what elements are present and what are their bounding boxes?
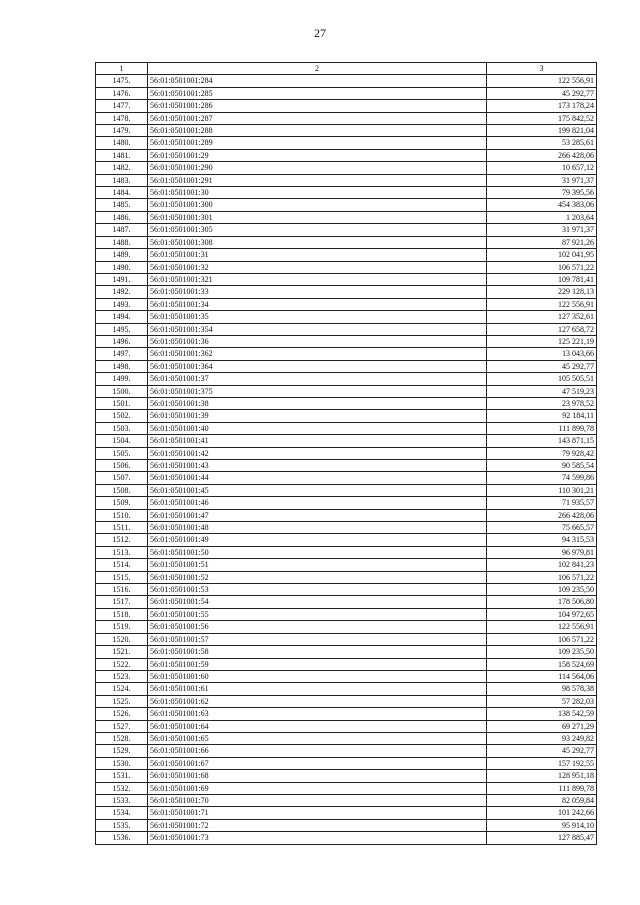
row-index: 1475. <box>96 75 148 87</box>
cadastral-value: 109 235,50 <box>487 646 597 658</box>
table-row <box>96 832 597 844</box>
row-index: 1481. <box>96 149 148 161</box>
cadastral-number: 56:01:0501001:286 <box>148 100 487 112</box>
row-index: 1488. <box>96 236 148 248</box>
cadastral-value: 122 556,91 <box>487 621 597 633</box>
cadastral-value: 110 301,21 <box>487 484 597 496</box>
cadastral-value: 125 221,19 <box>487 335 597 347</box>
cadastral-number: 56:01:0501001:42 <box>148 447 487 459</box>
cadastral-value: 122 556,91 <box>487 75 597 87</box>
cadastral-value: 266 428,06 <box>487 509 597 521</box>
row-index: 1493. <box>96 298 148 310</box>
row-index: 1491. <box>96 273 148 285</box>
cadastral-number: 56:01:0501001:364 <box>148 360 487 372</box>
table-row <box>96 323 597 335</box>
cadastral-number: 56:01:0501001:72 <box>148 819 487 831</box>
cadastral-value: 109 781,41 <box>487 273 597 285</box>
row-index: 1530. <box>96 757 148 769</box>
cadastral-number: 56:01:0501001:64 <box>148 720 487 732</box>
cadastral-value: 87 921,26 <box>487 236 597 248</box>
cadastral-value: 106 571,22 <box>487 571 597 583</box>
table-row <box>96 472 597 484</box>
cadastral-value: 127 885,47 <box>487 832 597 844</box>
cadastral-number: 56:01:0501001:33 <box>148 286 487 298</box>
cadastral-number: 56:01:0501001:59 <box>148 658 487 670</box>
cadastral-value: 111 899,78 <box>487 422 597 434</box>
cadastral-number: 56:01:0501001:45 <box>148 484 487 496</box>
cadastral-number: 56:01:0501001:69 <box>148 782 487 794</box>
header-row <box>96 63 597 75</box>
cadastral-value: 57 282,03 <box>487 695 597 707</box>
table-row <box>96 732 597 744</box>
cadastral-value: 10 657,12 <box>487 162 597 174</box>
cadastral-value: 199 821,04 <box>487 125 597 137</box>
cadastral-value: 157 192,55 <box>487 757 597 769</box>
row-index: 1477. <box>96 100 148 112</box>
row-index: 1532. <box>96 782 148 794</box>
table-header <box>96 63 597 75</box>
cadastral-value: 127 658,72 <box>487 323 597 335</box>
row-index: 1496. <box>96 335 148 347</box>
cadastral-number: 56:01:0501001:46 <box>148 497 487 509</box>
table-row <box>96 807 597 819</box>
row-index: 1486. <box>96 211 148 223</box>
row-index: 1534. <box>96 807 148 819</box>
table-row <box>96 385 597 397</box>
row-index: 1531. <box>96 770 148 782</box>
table-row <box>96 794 597 806</box>
cadastral-number: 56:01:0501001:291 <box>148 174 487 186</box>
row-index: 1476. <box>96 87 148 99</box>
row-index: 1512. <box>96 534 148 546</box>
cadastral-value: 128 951,18 <box>487 770 597 782</box>
column-header-value: 3 <box>487 63 597 75</box>
table-row <box>96 633 597 645</box>
cadastral-number: 56:01:0501001:65 <box>148 732 487 744</box>
cadastral-value: 1 203,64 <box>487 211 597 223</box>
table-row <box>96 335 597 347</box>
cadastral-number: 56:01:0501001:290 <box>148 162 487 174</box>
cadastral-value: 69 271,29 <box>487 720 597 732</box>
cadastral-value: 104 972,65 <box>487 608 597 620</box>
row-index: 1487. <box>96 224 148 236</box>
cadastral-number: 56:01:0501001:40 <box>148 422 487 434</box>
cadastral-number: 56:01:0501001:71 <box>148 807 487 819</box>
table-row <box>96 708 597 720</box>
table-row <box>96 199 597 211</box>
cadastral-number: 56:01:0501001:70 <box>148 794 487 806</box>
row-index: 1505. <box>96 447 148 459</box>
row-index: 1492. <box>96 286 148 298</box>
row-index: 1500. <box>96 385 148 397</box>
table-row <box>96 460 597 472</box>
table-row <box>96 397 597 409</box>
cadastral-number: 56:01:0501001:61 <box>148 683 487 695</box>
cadastral-value-table <box>95 62 597 845</box>
row-index: 1497. <box>96 348 148 360</box>
cadastral-value: 106 571,22 <box>487 633 597 645</box>
cadastral-number: 56:01:0501001:301 <box>148 211 487 223</box>
cadastral-value: 266 428,06 <box>487 149 597 161</box>
table-row <box>96 435 597 447</box>
row-index: 1503. <box>96 422 148 434</box>
row-index: 1521. <box>96 646 148 658</box>
cadastral-value: 178 506,80 <box>487 596 597 608</box>
row-index: 1501. <box>96 397 148 409</box>
table-row <box>96 112 597 124</box>
cadastral-number: 56:01:0501001:60 <box>148 670 487 682</box>
cadastral-value: 106 571,22 <box>487 261 597 273</box>
cadastral-number: 56:01:0501001:62 <box>148 695 487 707</box>
cadastral-value: 158 524,69 <box>487 658 597 670</box>
cadastral-number: 56:01:0501001:58 <box>148 646 487 658</box>
cadastral-value: 114 564,06 <box>487 670 597 682</box>
table-row <box>96 360 597 372</box>
cadastral-number: 56:01:0501001:68 <box>148 770 487 782</box>
table-row <box>96 683 597 695</box>
table-row <box>96 646 597 658</box>
row-index: 1479. <box>96 125 148 137</box>
row-index: 1513. <box>96 546 148 558</box>
cadastral-value: 31 971,37 <box>487 224 597 236</box>
cadastral-number: 56:01:0501001:67 <box>148 757 487 769</box>
table-row <box>96 311 597 323</box>
cadastral-number: 56:01:0501001:29 <box>148 149 487 161</box>
table-row <box>96 819 597 831</box>
cadastral-value: 143 871,15 <box>487 435 597 447</box>
table-row <box>96 174 597 186</box>
cadastral-number: 56:01:0501001:73 <box>148 832 487 844</box>
cadastral-value: 45 292,77 <box>487 745 597 757</box>
cadastral-value: 82 059,84 <box>487 794 597 806</box>
row-index: 1515. <box>96 571 148 583</box>
table-row <box>96 211 597 223</box>
cadastral-value: 45 292,77 <box>487 87 597 99</box>
row-index: 1529. <box>96 745 148 757</box>
table-row <box>96 782 597 794</box>
cadastral-number: 56:01:0501001:354 <box>148 323 487 335</box>
cadastral-number: 56:01:0501001:288 <box>148 125 487 137</box>
table-row <box>96 298 597 310</box>
row-index: 1482. <box>96 162 148 174</box>
table-row <box>96 559 597 571</box>
row-index: 1519. <box>96 621 148 633</box>
row-index: 1516. <box>96 584 148 596</box>
table-row <box>96 422 597 434</box>
cadastral-value: 98 578,38 <box>487 683 597 695</box>
cadastral-number: 56:01:0501001:57 <box>148 633 487 645</box>
table-row <box>96 373 597 385</box>
row-index: 1525. <box>96 695 148 707</box>
row-index: 1527. <box>96 720 148 732</box>
row-index: 1502. <box>96 410 148 422</box>
cadastral-number: 56:01:0501001:305 <box>148 224 487 236</box>
row-index: 1504. <box>96 435 148 447</box>
cadastral-value: 138 542,59 <box>487 708 597 720</box>
cadastral-value: 92 184,11 <box>487 410 597 422</box>
table-row <box>96 261 597 273</box>
row-index: 1524. <box>96 683 148 695</box>
table-row <box>96 484 597 496</box>
row-index: 1494. <box>96 311 148 323</box>
table-row <box>96 75 597 87</box>
row-index: 1495. <box>96 323 148 335</box>
cadastral-value: 454 383,06 <box>487 199 597 211</box>
row-index: 1484. <box>96 187 148 199</box>
cadastral-number: 56:01:0501001:375 <box>148 385 487 397</box>
cadastral-number: 56:01:0501001:52 <box>148 571 487 583</box>
table-row <box>96 273 597 285</box>
cadastral-value: 109 235,50 <box>487 584 597 596</box>
cadastral-value: 45 292,77 <box>487 360 597 372</box>
row-index: 1514. <box>96 559 148 571</box>
table-row <box>96 534 597 546</box>
cadastral-number: 56:01:0501001:66 <box>148 745 487 757</box>
cadastral-number: 56:01:0501001:55 <box>148 608 487 620</box>
table-row <box>96 497 597 509</box>
cadastral-number: 56:01:0501001:36 <box>148 335 487 347</box>
table-row <box>96 249 597 261</box>
cadastral-number: 56:01:0501001:362 <box>148 348 487 360</box>
cadastral-value: 94 315,53 <box>487 534 597 546</box>
row-index: 1522. <box>96 658 148 670</box>
cadastral-value: 175 842,52 <box>487 112 597 124</box>
row-index: 1498. <box>96 360 148 372</box>
cadastral-number: 56:01:0501001:51 <box>148 559 487 571</box>
cadastral-number: 56:01:0501001:41 <box>148 435 487 447</box>
cadastral-value: 102 841,23 <box>487 559 597 571</box>
row-index: 1483. <box>96 174 148 186</box>
cadastral-number: 56:01:0501001:32 <box>148 261 487 273</box>
column-header-index: 1 <box>96 63 148 75</box>
table-row <box>96 187 597 199</box>
row-index: 1510. <box>96 509 148 521</box>
row-index: 1507. <box>96 472 148 484</box>
cadastral-value: 53 285,61 <box>487 137 597 149</box>
row-index: 1526. <box>96 708 148 720</box>
table-row <box>96 410 597 422</box>
cadastral-number: 56:01:0501001:44 <box>148 472 487 484</box>
cadastral-value: 79 395,56 <box>487 187 597 199</box>
cadastral-value: 173 178,24 <box>487 100 597 112</box>
cadastral-number: 56:01:0501001:285 <box>148 87 487 99</box>
row-index: 1536. <box>96 832 148 844</box>
cadastral-number: 56:01:0501001:53 <box>148 584 487 596</box>
cadastral-number: 56:01:0501001:287 <box>148 112 487 124</box>
table-row <box>96 149 597 161</box>
cadastral-number: 56:01:0501001:30 <box>148 187 487 199</box>
cadastral-value: 111 899,78 <box>487 782 597 794</box>
row-index: 1518. <box>96 608 148 620</box>
cadastral-number: 56:01:0501001:34 <box>148 298 487 310</box>
table-row <box>96 87 597 99</box>
table-row <box>96 670 597 682</box>
cadastral-value: 229 128,13 <box>487 286 597 298</box>
cadastral-value: 105 505,51 <box>487 373 597 385</box>
table-row <box>96 137 597 149</box>
table-row <box>96 286 597 298</box>
cadastral-value: 93 249,82 <box>487 732 597 744</box>
row-index: 1533. <box>96 794 148 806</box>
cadastral-value: 127 352,61 <box>487 311 597 323</box>
table-row <box>96 546 597 558</box>
row-index: 1535. <box>96 819 148 831</box>
cadastral-number: 56:01:0501001:49 <box>148 534 487 546</box>
table-row <box>96 162 597 174</box>
cadastral-value: 47 519,23 <box>487 385 597 397</box>
cadastral-number: 56:01:0501001:284 <box>148 75 487 87</box>
table-row <box>96 571 597 583</box>
cadastral-number: 56:01:0501001:48 <box>148 522 487 534</box>
table-row <box>96 224 597 236</box>
table-row <box>96 125 597 137</box>
cadastral-value: 71 935,57 <box>487 497 597 509</box>
cadastral-value: 95 914,10 <box>487 819 597 831</box>
table-row <box>96 522 597 534</box>
cadastral-number: 56:01:0501001:38 <box>148 397 487 409</box>
row-index: 1485. <box>96 199 148 211</box>
table-row <box>96 236 597 248</box>
cadastral-number: 56:01:0501001:47 <box>148 509 487 521</box>
table-row <box>96 770 597 782</box>
cadastral-number: 56:01:0501001:63 <box>148 708 487 720</box>
cadastral-value: 122 556,91 <box>487 298 597 310</box>
cadastral-value: 23 978,52 <box>487 397 597 409</box>
cadastral-number: 56:01:0501001:321 <box>148 273 487 285</box>
row-index: 1489. <box>96 249 148 261</box>
cadastral-number: 56:01:0501001:43 <box>148 460 487 472</box>
row-index: 1511. <box>96 522 148 534</box>
cadastral-value: 102 041,95 <box>487 249 597 261</box>
table-row <box>96 658 597 670</box>
cadastral-number: 56:01:0501001:50 <box>148 546 487 558</box>
page-number: 27 <box>314 26 326 40</box>
row-index: 1499. <box>96 373 148 385</box>
column-header-cadastral-number: 2 <box>148 63 487 75</box>
cadastral-number: 56:01:0501001:308 <box>148 236 487 248</box>
table-body <box>96 75 597 844</box>
cadastral-number: 56:01:0501001:300 <box>148 199 487 211</box>
table-row <box>96 348 597 360</box>
cadastral-value: 74 599,86 <box>487 472 597 484</box>
row-index: 1509. <box>96 497 148 509</box>
cadastral-value: 79 928,42 <box>487 447 597 459</box>
table-row <box>96 621 597 633</box>
cadastral-value: 31 971,37 <box>487 174 597 186</box>
table-row <box>96 720 597 732</box>
table-row <box>96 596 597 608</box>
table-row <box>96 584 597 596</box>
table-row <box>96 509 597 521</box>
cadastral-number: 56:01:0501001:54 <box>148 596 487 608</box>
table-row <box>96 447 597 459</box>
row-index: 1480. <box>96 137 148 149</box>
row-index: 1528. <box>96 732 148 744</box>
table-row <box>96 757 597 769</box>
cadastral-value: 101 242,66 <box>487 807 597 819</box>
cadastral-number: 56:01:0501001:31 <box>148 249 487 261</box>
row-index: 1520. <box>96 633 148 645</box>
table-row <box>96 745 597 757</box>
cadastral-number: 56:01:0501001:39 <box>148 410 487 422</box>
row-index: 1478. <box>96 112 148 124</box>
row-index: 1523. <box>96 670 148 682</box>
table-row <box>96 100 597 112</box>
row-index: 1517. <box>96 596 148 608</box>
table-row <box>96 608 597 620</box>
cadastral-number: 56:01:0501001:56 <box>148 621 487 633</box>
row-index: 1506. <box>96 460 148 472</box>
row-index: 1508. <box>96 484 148 496</box>
cadastral-number: 56:01:0501001:35 <box>148 311 487 323</box>
cadastral-number: 56:01:0501001:37 <box>148 373 487 385</box>
table-row <box>96 695 597 707</box>
cadastral-value: 90 585,54 <box>487 460 597 472</box>
cadastral-value: 13 043,66 <box>487 348 597 360</box>
cadastral-value: 96 979,81 <box>487 546 597 558</box>
cadastral-value: 75 665,57 <box>487 522 597 534</box>
row-index: 1490. <box>96 261 148 273</box>
cadastral-number: 56:01:0501001:289 <box>148 137 487 149</box>
